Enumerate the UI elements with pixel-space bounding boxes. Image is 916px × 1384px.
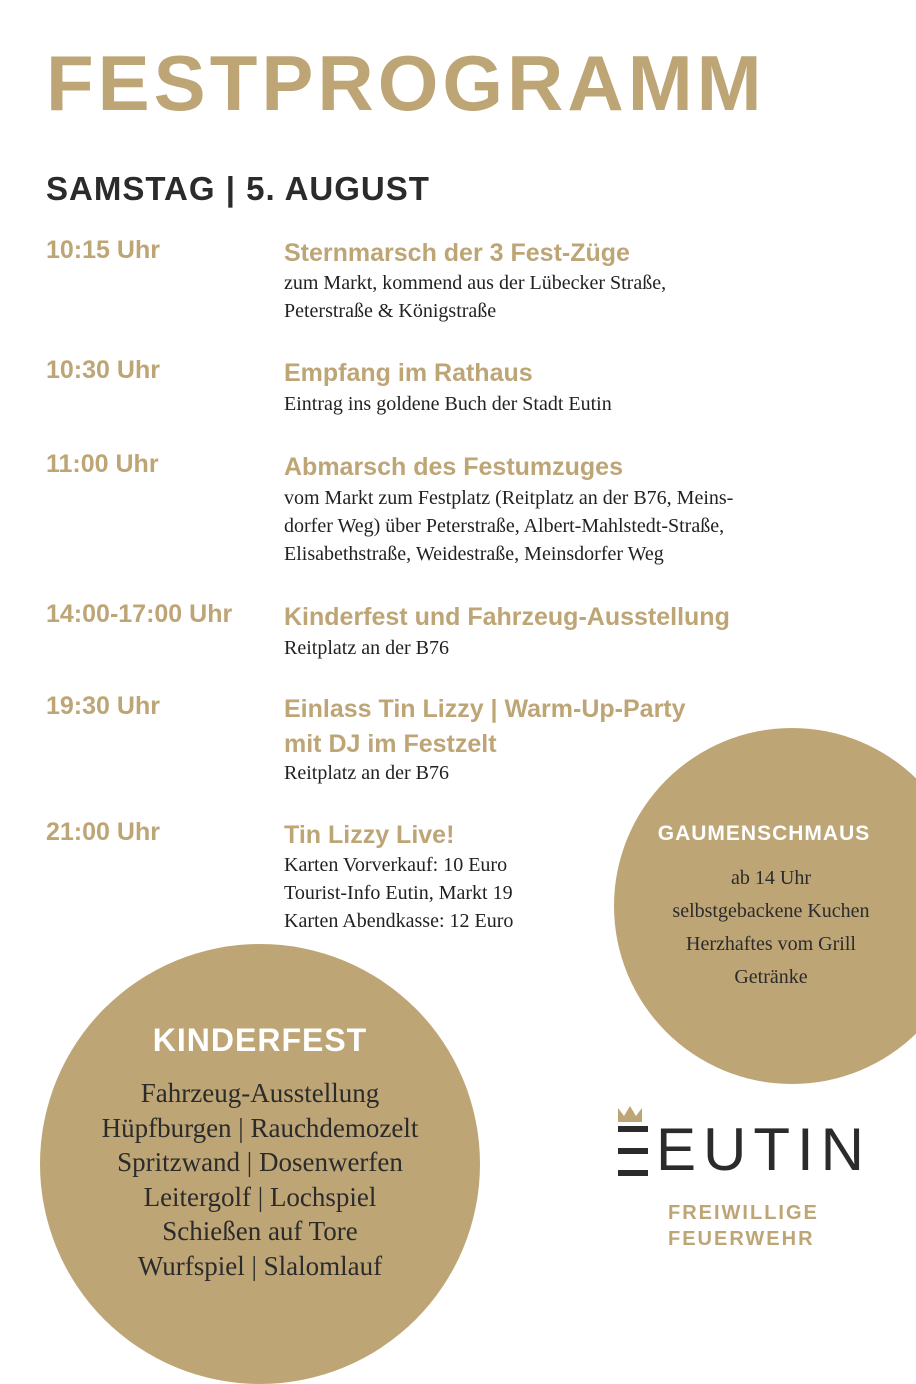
kinderfest-item: Schießen auf Tore [162,1216,358,1246]
page-title: FESTPROGRAMM [46,39,766,127]
eutin-subtitle-line: FEUERWEHR [668,1228,815,1250]
eutin-wordmark: EUTIN [656,1116,871,1183]
gaumenschmaus-title: GAUMENSCHMAUS [657,822,871,845]
event-description-line: Elisabethstraße, Weidestraße, Meinsdorfer Weg [284,543,664,565]
kinderfest-circle [40,944,480,1384]
eutin-subtitle-line: FREIWILLIGE [668,1202,819,1224]
event-description-line: Eintrag ins goldene Buch der Stadt Eutin [284,393,612,415]
event-title [284,356,844,391]
event-time: 10:15 Uhr [46,236,160,264]
kinderfest-title: KINDERFEST [152,1022,368,1058]
day-heading: SAMSTAG | 5. AUGUST [46,170,430,207]
eutin-subtitle [668,1200,850,1252]
kinderfest-item: Spritzwand | Dosenwerfen [117,1147,403,1177]
event-description-line: Reitplatz an der B76 [284,762,449,784]
event-title-line: Abmarsch des Festumzuges [284,453,623,481]
gaumenschmaus-item: ab 14 Uhr [731,867,811,889]
gaumenschmaus-item: selbstgebackene Kuchen [672,900,870,922]
kinderfest-item: Fahrzeug-Ausstellung [140,1078,380,1108]
gaumenschmaus-list [614,862,916,994]
event-time: 14:00-17:00 Uhr [46,600,233,628]
event-description-line: Tourist-Info Eutin, Markt 19 [284,882,513,904]
event-description-line: dorfer Weg) über Peterstraße, Albert-Mahlstedt-Straße, [284,515,725,537]
kinderfest-item: Leitergolf | Lochspiel [143,1181,377,1212]
event-title-line: Tin Lizzy Live! [284,821,455,849]
event-title-line: Einlass Tin Lizzy | Warm-Up-Party [284,695,686,723]
event-time: 21:00 Uhr [46,818,160,846]
event-title-line: Kinderfest und Fahrzeug-Ausstellung [284,603,730,631]
kinderfest-item: Hüpfburgen | Rauchdemozelt [101,1112,419,1143]
event-time: 19:30 Uhr [46,692,160,720]
event-description [284,634,884,662]
gaumenschmaus-item: Getränke [734,966,808,988]
event-description-line: Karten Vorverkauf: 10 Euro [284,854,508,876]
kinderfest-item: Wurfspiel | Slalomlauf [137,1250,383,1281]
kinderfest-list [40,1076,480,1283]
eutin-logo [616,1104,871,1264]
event-time: 11:00 Uhr [46,450,159,478]
event-description-line: Reitplatz an der B76 [284,637,449,659]
event-title-line: Empfang im Rathaus [284,359,533,387]
event-description-line: vom Markt zum Festplatz (Reitplatz an der B76, Meins- [284,487,734,509]
event-title [284,236,844,271]
event-title [284,600,844,635]
event-description [284,390,884,418]
event-description-line: Peterstraße & Königstraße [284,300,497,322]
event-description [284,484,884,568]
event-title-line: Sternmarsch der 3 Fest-Züge [284,239,630,267]
event-title-line: mit DJ im Festzelt [284,730,497,758]
event-description-line: Karten Abendkasse: 12 Euro [284,910,514,932]
event-time: 10:30 Uhr [46,356,160,384]
event-description-line: zum Markt, kommend aus der Lübecker Straße, [284,272,667,294]
gaumenschmaus-item: Herzhaftes vom Grill [686,933,856,955]
event-description [284,269,884,325]
event-title [284,450,844,485]
